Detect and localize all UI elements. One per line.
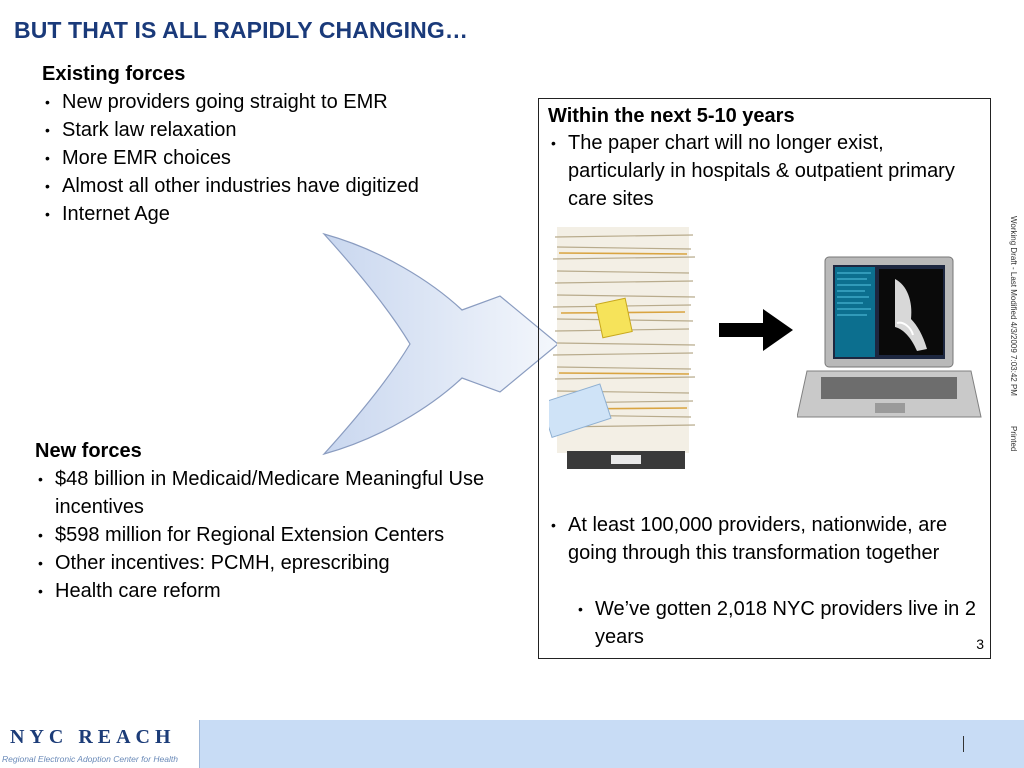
list-item: • More EMR choices [45, 147, 231, 169]
logo-tagline: Regional Electronic Adoption Center for Health [2, 754, 178, 764]
existing-forces-block [42, 60, 512, 228]
right-arrow-icon [717, 307, 795, 353]
printed-text: Printed [1009, 426, 1018, 452]
slide-title: BUT THAT IS ALL RAPIDLY CHANGING… [14, 17, 468, 43]
draft-modified-text: Working Draft - Last Modified 4/3/2009 7:03:42 PM [1009, 216, 1018, 396]
list-item: • $598 million for Regional Extension Centers [38, 524, 445, 546]
list-item: • $48 billion in Medicaid/Medicare Meaningful Use incentives [38, 468, 485, 518]
panel-bullet-paper-chart: • The paper chart will no longer exist, particularly in hospitals & outpatient primary care sites [551, 132, 955, 210]
laptop-emr-image [797, 249, 982, 439]
nyc-reach-logo [0, 720, 200, 768]
panel-heading: Within the next 5-10 years [548, 105, 795, 127]
logo-name: NYC REACH [10, 726, 176, 748]
list-item: • Health care reform [38, 580, 221, 602]
future-panel [538, 98, 991, 659]
list-item: • Other incentives: PCMH, eprescribing [38, 552, 390, 574]
paper-chart-stack-image [549, 223, 709, 473]
new-forces-block [35, 437, 525, 605]
list-item: • New providers going straight to EMR [45, 91, 388, 113]
list-item: • Internet Age [45, 203, 170, 225]
panel-sub-bullet-nyc: • We’ve gotten 2,018 NYC providers live in 2 years [578, 598, 976, 648]
page-number: 3 [976, 636, 984, 652]
merge-arrow-icon [322, 232, 560, 456]
list-item: • Stark law relaxation [45, 119, 237, 141]
draft-note [1009, 216, 1018, 452]
new-forces-heading: New forces [35, 440, 142, 462]
footer-separator [963, 736, 964, 752]
existing-forces-heading: Existing forces [42, 63, 186, 85]
list-item: • Almost all other industries have digitized [45, 175, 419, 197]
footer-bar [0, 720, 1024, 768]
panel-bullet-providers: • At least 100,000 providers, nationwide, are going through this transformation together [551, 514, 948, 564]
